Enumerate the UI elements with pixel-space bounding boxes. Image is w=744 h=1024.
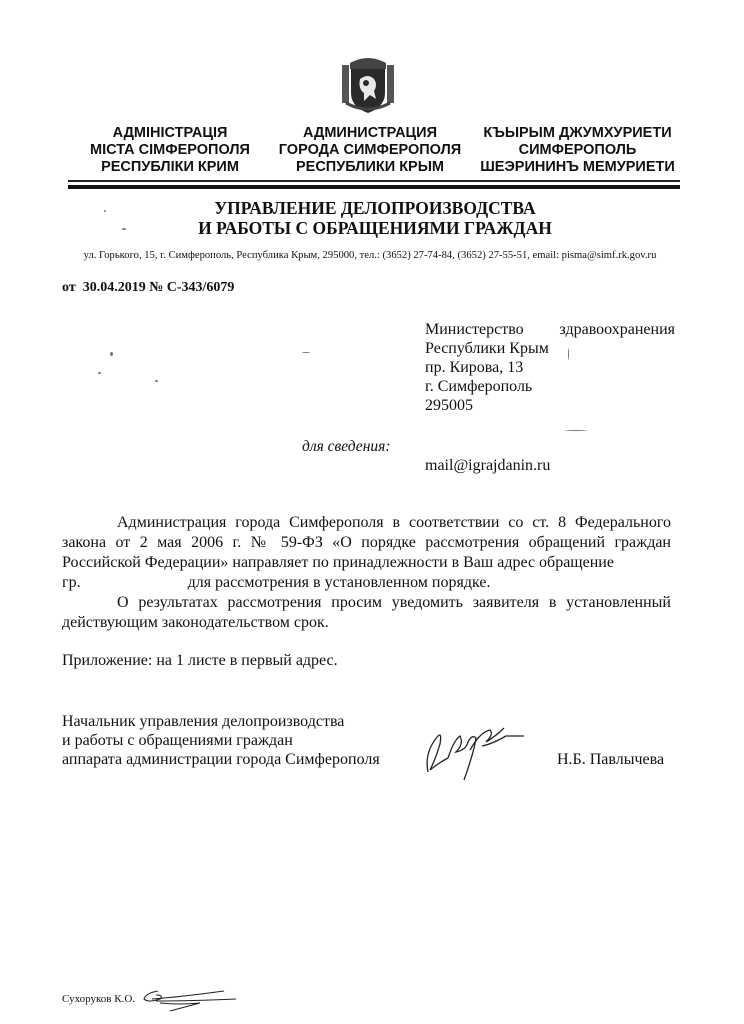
- scan-speck: [110, 352, 113, 356]
- header-crh-line: КЪЫРЫМ ДЖУМХУРИЕТИ: [483, 125, 672, 141]
- signatory-title: [62, 712, 380, 769]
- outgoing-reference: [62, 280, 234, 296]
- recipient-line: [425, 320, 675, 339]
- outgoing-number: № С-343/6079: [149, 280, 235, 295]
- scan-speck: [302, 352, 310, 353]
- attachment-note: Приложение: на 1 листе в первый адрес.: [62, 652, 338, 669]
- for-info-label: для сведения:: [302, 438, 391, 455]
- header-ru-line: ГОРОДА СИМФЕРОПОЛЯ: [278, 142, 462, 158]
- body-paragraph: [62, 593, 671, 633]
- body-paragraph-continuation: [62, 573, 671, 593]
- scan-speck: [98, 372, 101, 374]
- header-ua-line: РЕСПУБЛІКИ КРИМ: [101, 159, 239, 175]
- recipient-line: г. Симферополь: [425, 378, 533, 395]
- header-ukrainian: [70, 125, 270, 176]
- scan-speck: [568, 348, 569, 360]
- signatory-title-line: и работы с обращениями граждан: [62, 732, 293, 749]
- signatory-title-line: аппарата администрации города Симферополя: [62, 751, 380, 768]
- body-text: Администрация города Симферополя в соответствии со ст. 8 Федерального закона от 2 мая 2006 г. № 59-ФЗ «О порядке рассмотрения обращений граждан Российской Федерации» направляет по принадлежности в Ваш адрес обращение: [62, 514, 671, 571]
- outgoing-date: 30.04.2019: [82, 280, 146, 295]
- scan-speck: [155, 380, 158, 382]
- recipient-word: Министерство: [425, 321, 524, 338]
- department-line: И РАБОТЫ С ОБРАЩЕНИЯМИ ГРАЖДАН: [198, 218, 552, 238]
- executor-initials-signature-icon: [140, 983, 240, 1013]
- executor-name: Сухоруков К.О.: [62, 993, 136, 1005]
- scan-speck: [104, 210, 106, 212]
- header-ru-line: АДМИНИСТРАЦИЯ: [302, 125, 437, 141]
- crimea-coat-of-arms-icon: [340, 55, 396, 115]
- scan-speck: [565, 430, 587, 431]
- recipient-line: 295005: [425, 397, 473, 414]
- outgoing-prefix: от: [62, 280, 76, 295]
- body-text: О результатах рассмотрения просим уведомить заявителя в установленный действующим законодательством срок.: [62, 594, 671, 631]
- header-crh-line: ШЕЭРИНИНЪ МЕМУРИЕТИ: [480, 159, 675, 175]
- recipient-word: здравоохранения: [559, 321, 675, 338]
- signatory-title-line: Начальник управления делопроизводства: [62, 713, 345, 730]
- scan-speck: [122, 228, 126, 230]
- header-divider-thin: [68, 180, 680, 182]
- recipient-block: [425, 320, 675, 415]
- header-ru-line: РЕСПУБЛИКИ КРЫМ: [295, 159, 444, 175]
- letter-body: [62, 513, 671, 633]
- handwritten-signature-icon: [420, 722, 530, 782]
- header-divider-thick: [68, 185, 680, 189]
- body-paragraph: [62, 513, 671, 573]
- body-text: гр.: [62, 574, 81, 591]
- for-info-email: mail@igrajdanin.ru: [425, 457, 551, 474]
- recipient-line: пр. Кирова, 13: [425, 359, 524, 376]
- header-crh-line: СИМФЕРОПОЛЬ: [518, 142, 637, 158]
- body-text: для рассмотрения в установленном порядке.: [187, 574, 491, 591]
- department-title: [70, 198, 680, 238]
- contact-line: ул. Горького, 15, г. Симферополь, Республика Крым, 295000, тел.: (3652) 27-74-84, (3652) 27-55-51, email: pisma@simf.rk.gov.ru: [83, 250, 657, 261]
- header-ua-line: АДМІНІСТРАЦІЯ: [112, 125, 228, 141]
- signatory-name: Н.Б. Павлычева: [557, 751, 665, 768]
- header-russian: [270, 125, 470, 176]
- header-ua-line: МІСТА СІМФЕРОПОЛЯ: [90, 142, 250, 158]
- recipient-line: Республики Крым: [425, 340, 549, 357]
- header-crimean-tatar: [470, 125, 685, 176]
- department-line: УПРАВЛЕНИЕ ДЕЛОПРОИЗВОДСТВА: [214, 198, 536, 218]
